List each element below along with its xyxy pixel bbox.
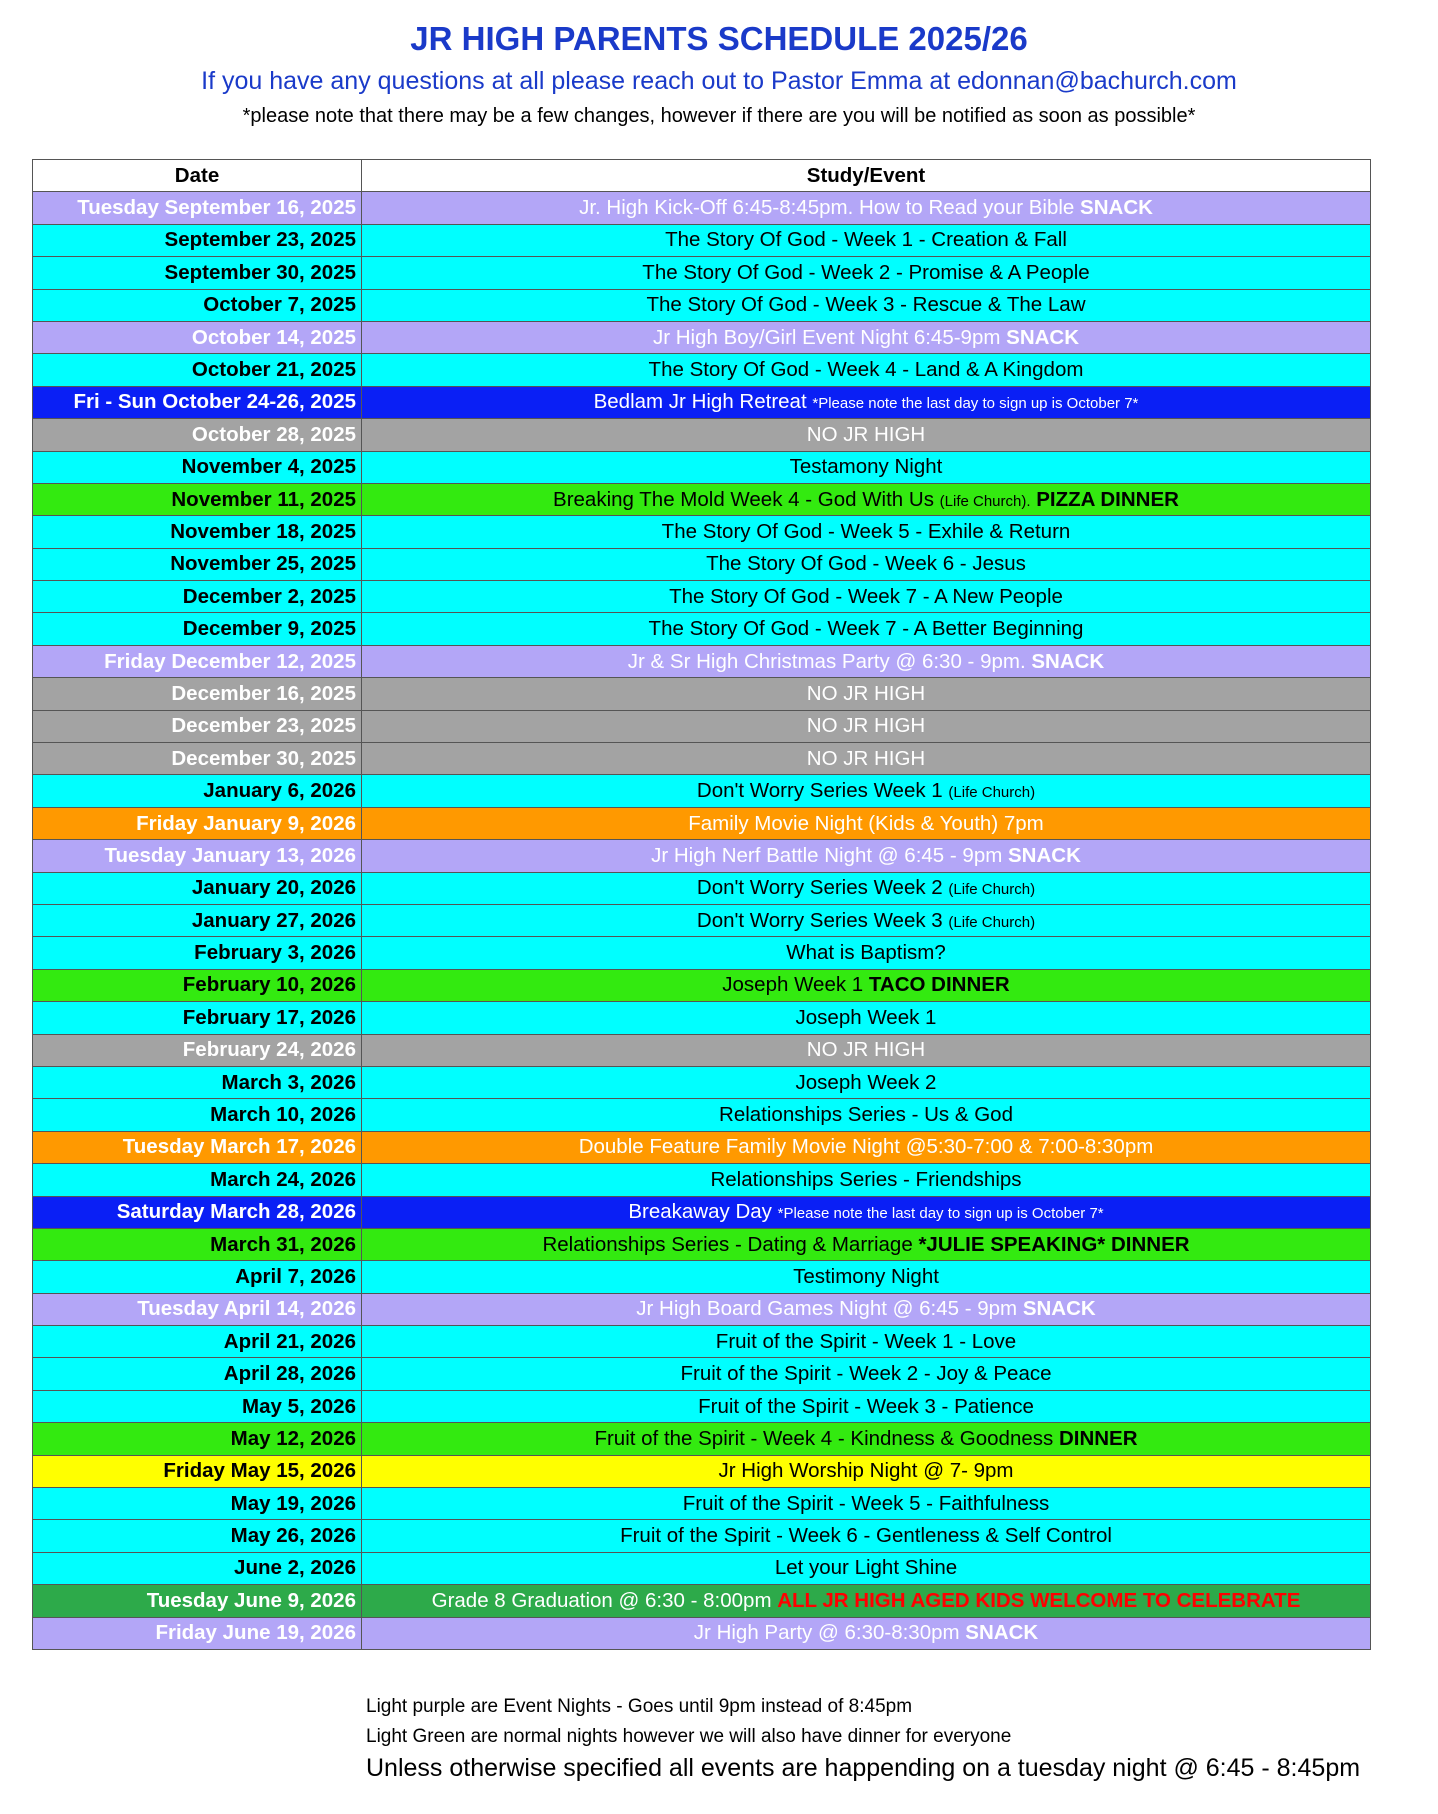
table-row: [33, 840, 1371, 872]
table-row: [33, 613, 1371, 645]
row-event: Jr High Nerf Battle Night @ 6:45 - 9pm SNACK: [362, 840, 1371, 872]
table-row: [33, 581, 1371, 613]
row-event: Don't Worry Series Week 1 (Life Church): [362, 775, 1371, 807]
table-row: [33, 872, 1371, 904]
table-row: [33, 1131, 1371, 1163]
table-row: [33, 1002, 1371, 1034]
table-row: [33, 1617, 1371, 1649]
row-date: May 19, 2026: [33, 1488, 362, 1520]
row-date: Tuesday September 16, 2025: [33, 192, 362, 224]
row-event: Joseph Week 1: [362, 1002, 1371, 1034]
row-event: Testimony Night: [362, 1261, 1371, 1293]
legend-purple-note: Light purple are Event Nights - Goes until 9pm instead of 8:45pm: [366, 1696, 913, 1717]
row-event: Family Movie Night (Kids & Youth) 7pm: [362, 807, 1371, 839]
table-row: [33, 1066, 1371, 1098]
row-event: Relationships Series - Friendships: [362, 1164, 1371, 1196]
row-event: NO JR HIGH: [362, 743, 1371, 775]
row-date: December 23, 2025: [33, 710, 362, 742]
row-date: January 20, 2026: [33, 872, 362, 904]
event-column-header: Study/Event: [362, 160, 1371, 192]
table-row: [33, 807, 1371, 839]
table-row: [33, 192, 1371, 224]
row-event: Fruit of the Spirit - Week 3 - Patience: [362, 1390, 1371, 1422]
row-date: February 24, 2026: [33, 1034, 362, 1066]
table-row: [33, 419, 1371, 451]
row-date: November 4, 2025: [33, 451, 362, 483]
row-date: Saturday March 28, 2026: [33, 1196, 362, 1228]
table-row: [33, 775, 1371, 807]
row-event: Fruit of the Spirit - Week 6 - Gentleness & Self Control: [362, 1520, 1371, 1552]
row-event: NO JR HIGH: [362, 710, 1371, 742]
table-row: [33, 1196, 1371, 1228]
row-event: Relationships Series - Dating & Marriage *JULIE SPEAKING* DINNER: [362, 1228, 1371, 1260]
row-event: The Story Of God - Week 5 - Exhile & Return: [362, 516, 1371, 548]
row-event: Let your Light Shine: [362, 1552, 1371, 1584]
row-date: March 31, 2026: [33, 1228, 362, 1260]
row-date: March 10, 2026: [33, 1099, 362, 1131]
row-event: Fruit of the Spirit - Week 1 - Love: [362, 1326, 1371, 1358]
row-date: May 26, 2026: [33, 1520, 362, 1552]
row-date: May 5, 2026: [33, 1390, 362, 1422]
row-event: Don't Worry Series Week 3 (Life Church): [362, 904, 1371, 936]
row-event: NO JR HIGH: [362, 1034, 1371, 1066]
table-row: [33, 937, 1371, 969]
row-date: November 18, 2025: [33, 516, 362, 548]
row-date: October 28, 2025: [33, 419, 362, 451]
row-date: January 6, 2026: [33, 775, 362, 807]
table-row: [33, 483, 1371, 515]
row-date: October 21, 2025: [33, 354, 362, 386]
row-event: Jr High Boy/Girl Event Night 6:45-9pm SNACK: [362, 321, 1371, 353]
row-date: September 23, 2025: [33, 224, 362, 256]
date-column-header: Date: [33, 160, 362, 192]
row-date: Tuesday April 14, 2026: [33, 1293, 362, 1325]
row-event: What is Baptism?: [362, 937, 1371, 969]
row-date: Tuesday January 13, 2026: [33, 840, 362, 872]
row-event: Fruit of the Spirit - Week 2 - Joy & Peace: [362, 1358, 1371, 1390]
row-event: Jr & Sr High Christmas Party @ 6:30 - 9pm. SNACK: [362, 645, 1371, 677]
page-title: JR HIGH PARENTS SCHEDULE 2025/26: [410, 20, 1028, 57]
table-row: [33, 645, 1371, 677]
row-date: April 28, 2026: [33, 1358, 362, 1390]
row-date: June 2, 2026: [33, 1552, 362, 1584]
schedule-table: [32, 159, 1371, 1650]
row-date: February 10, 2026: [33, 969, 362, 1001]
row-event: Jr High Board Games Night @ 6:45 - 9pm SNACK: [362, 1293, 1371, 1325]
row-date: Friday January 9, 2026: [33, 807, 362, 839]
legend-default-time-note: Unless otherwise specified all events are happending on a tuesday night @ 6:45 - 8:45pm: [366, 1754, 1361, 1782]
table-row: [33, 386, 1371, 418]
table-row: [33, 321, 1371, 353]
row-event: Breaking The Mold Week 4 - God With Us (Life Church). PIZZA DINNER: [362, 483, 1371, 515]
row-date: February 17, 2026: [33, 1002, 362, 1034]
row-event: Double Feature Family Movie Night @5:30-7:00 & 7:00-8:30pm: [362, 1131, 1371, 1163]
row-date: Friday December 12, 2025: [33, 645, 362, 677]
row-date: September 30, 2025: [33, 257, 362, 289]
row-date: December 9, 2025: [33, 613, 362, 645]
row-event: Jr. High Kick-Off 6:45-8:45pm. How to Read your Bible SNACK: [362, 192, 1371, 224]
table-row: [33, 354, 1371, 386]
table-row: [33, 1164, 1371, 1196]
row-event: Fruit of the Spirit - Week 4 - Kindness & Goodness DINNER: [362, 1423, 1371, 1455]
row-event: NO JR HIGH: [362, 419, 1371, 451]
row-date: Tuesday June 9, 2026: [33, 1585, 362, 1617]
table-row: [33, 1488, 1371, 1520]
row-event: The Story Of God - Week 4 - Land & A Kingdom: [362, 354, 1371, 386]
table-row: [33, 678, 1371, 710]
table-row: [33, 257, 1371, 289]
table-row: [33, 1552, 1371, 1584]
row-event: Joseph Week 1 TACO DINNER: [362, 969, 1371, 1001]
row-date: May 12, 2026: [33, 1423, 362, 1455]
table-row: [33, 1228, 1371, 1260]
row-event: Jr High Worship Night @ 7- 9pm: [362, 1455, 1371, 1487]
row-event: The Story Of God - Week 7 - A Better Beginning: [362, 613, 1371, 645]
legend-green-note: Light Green are normal nights however we will also have dinner for everyone: [366, 1726, 1012, 1747]
table-row: [33, 969, 1371, 1001]
row-date: December 2, 2025: [33, 581, 362, 613]
table-row: [33, 1585, 1371, 1617]
table-row: [33, 743, 1371, 775]
table-row: [33, 1326, 1371, 1358]
row-date: November 25, 2025: [33, 548, 362, 580]
table-header-row: [33, 160, 1371, 192]
table-row: [33, 710, 1371, 742]
row-date: November 11, 2025: [33, 483, 362, 515]
table-row: [33, 1261, 1371, 1293]
table-row: [33, 1099, 1371, 1131]
row-event: The Story Of God - Week 6 - Jesus: [362, 548, 1371, 580]
row-event: Breakaway Day *Please note the last day to sign up is October 7*: [362, 1196, 1371, 1228]
contact-subtitle: If you have any questions at all please reach out to Pastor Emma at edonnan@bachurch.com: [201, 67, 1237, 95]
row-event: Testamony Night: [362, 451, 1371, 483]
row-event: Joseph Week 2: [362, 1066, 1371, 1098]
row-event: Grade 8 Graduation @ 6:30 - 8:00pm ALL JR HIGH AGED KIDS WELCOME TO CELEBRATE: [362, 1585, 1371, 1617]
table-row: [33, 1423, 1371, 1455]
row-date: Tuesday March 17, 2026: [33, 1131, 362, 1163]
row-date: Friday June 19, 2026: [33, 1617, 362, 1649]
table-row: [33, 1293, 1371, 1325]
row-date: Fri - Sun October 24-26, 2025: [33, 386, 362, 418]
row-date: December 16, 2025: [33, 678, 362, 710]
row-event: Fruit of the Spirit - Week 5 - Faithfulness: [362, 1488, 1371, 1520]
table-row: [33, 1034, 1371, 1066]
table-row: [33, 1455, 1371, 1487]
row-date: March 24, 2026: [33, 1164, 362, 1196]
table-row: [33, 451, 1371, 483]
table-row: [33, 516, 1371, 548]
table-row: [33, 289, 1371, 321]
row-date: February 3, 2026: [33, 937, 362, 969]
row-event: Bedlam Jr High Retreat *Please note the last day to sign up is October 7*: [362, 386, 1371, 418]
row-date: October 7, 2025: [33, 289, 362, 321]
row-event: The Story Of God - Week 3 - Rescue & The Law: [362, 289, 1371, 321]
table-row: [33, 224, 1371, 256]
row-date: January 27, 2026: [33, 904, 362, 936]
row-date: March 3, 2026: [33, 1066, 362, 1098]
table-row: [33, 904, 1371, 936]
row-event: NO JR HIGH: [362, 678, 1371, 710]
row-date: April 21, 2026: [33, 1326, 362, 1358]
table-row: [33, 1358, 1371, 1390]
row-event: Jr High Party @ 6:30-8:30pm SNACK: [362, 1617, 1371, 1649]
row-date: October 14, 2025: [33, 321, 362, 353]
table-row: [33, 1520, 1371, 1552]
row-date: April 7, 2026: [33, 1261, 362, 1293]
row-event: Don't Worry Series Week 2 (Life Church): [362, 872, 1371, 904]
table-row: [33, 1390, 1371, 1422]
changes-note: *please note that there may be a few changes, however if there are you will be notified as soon as possible*: [242, 105, 1196, 127]
table-row: [33, 548, 1371, 580]
row-event: The Story Of God - Week 1 - Creation & Fall: [362, 224, 1371, 256]
row-event: The Story Of God - Week 7 - A New People: [362, 581, 1371, 613]
row-event: Relationships Series - Us & God: [362, 1099, 1371, 1131]
row-date: Friday May 15, 2026: [33, 1455, 362, 1487]
row-date: December 30, 2025: [33, 743, 362, 775]
row-event: The Story Of God - Week 2 - Promise & A People: [362, 257, 1371, 289]
